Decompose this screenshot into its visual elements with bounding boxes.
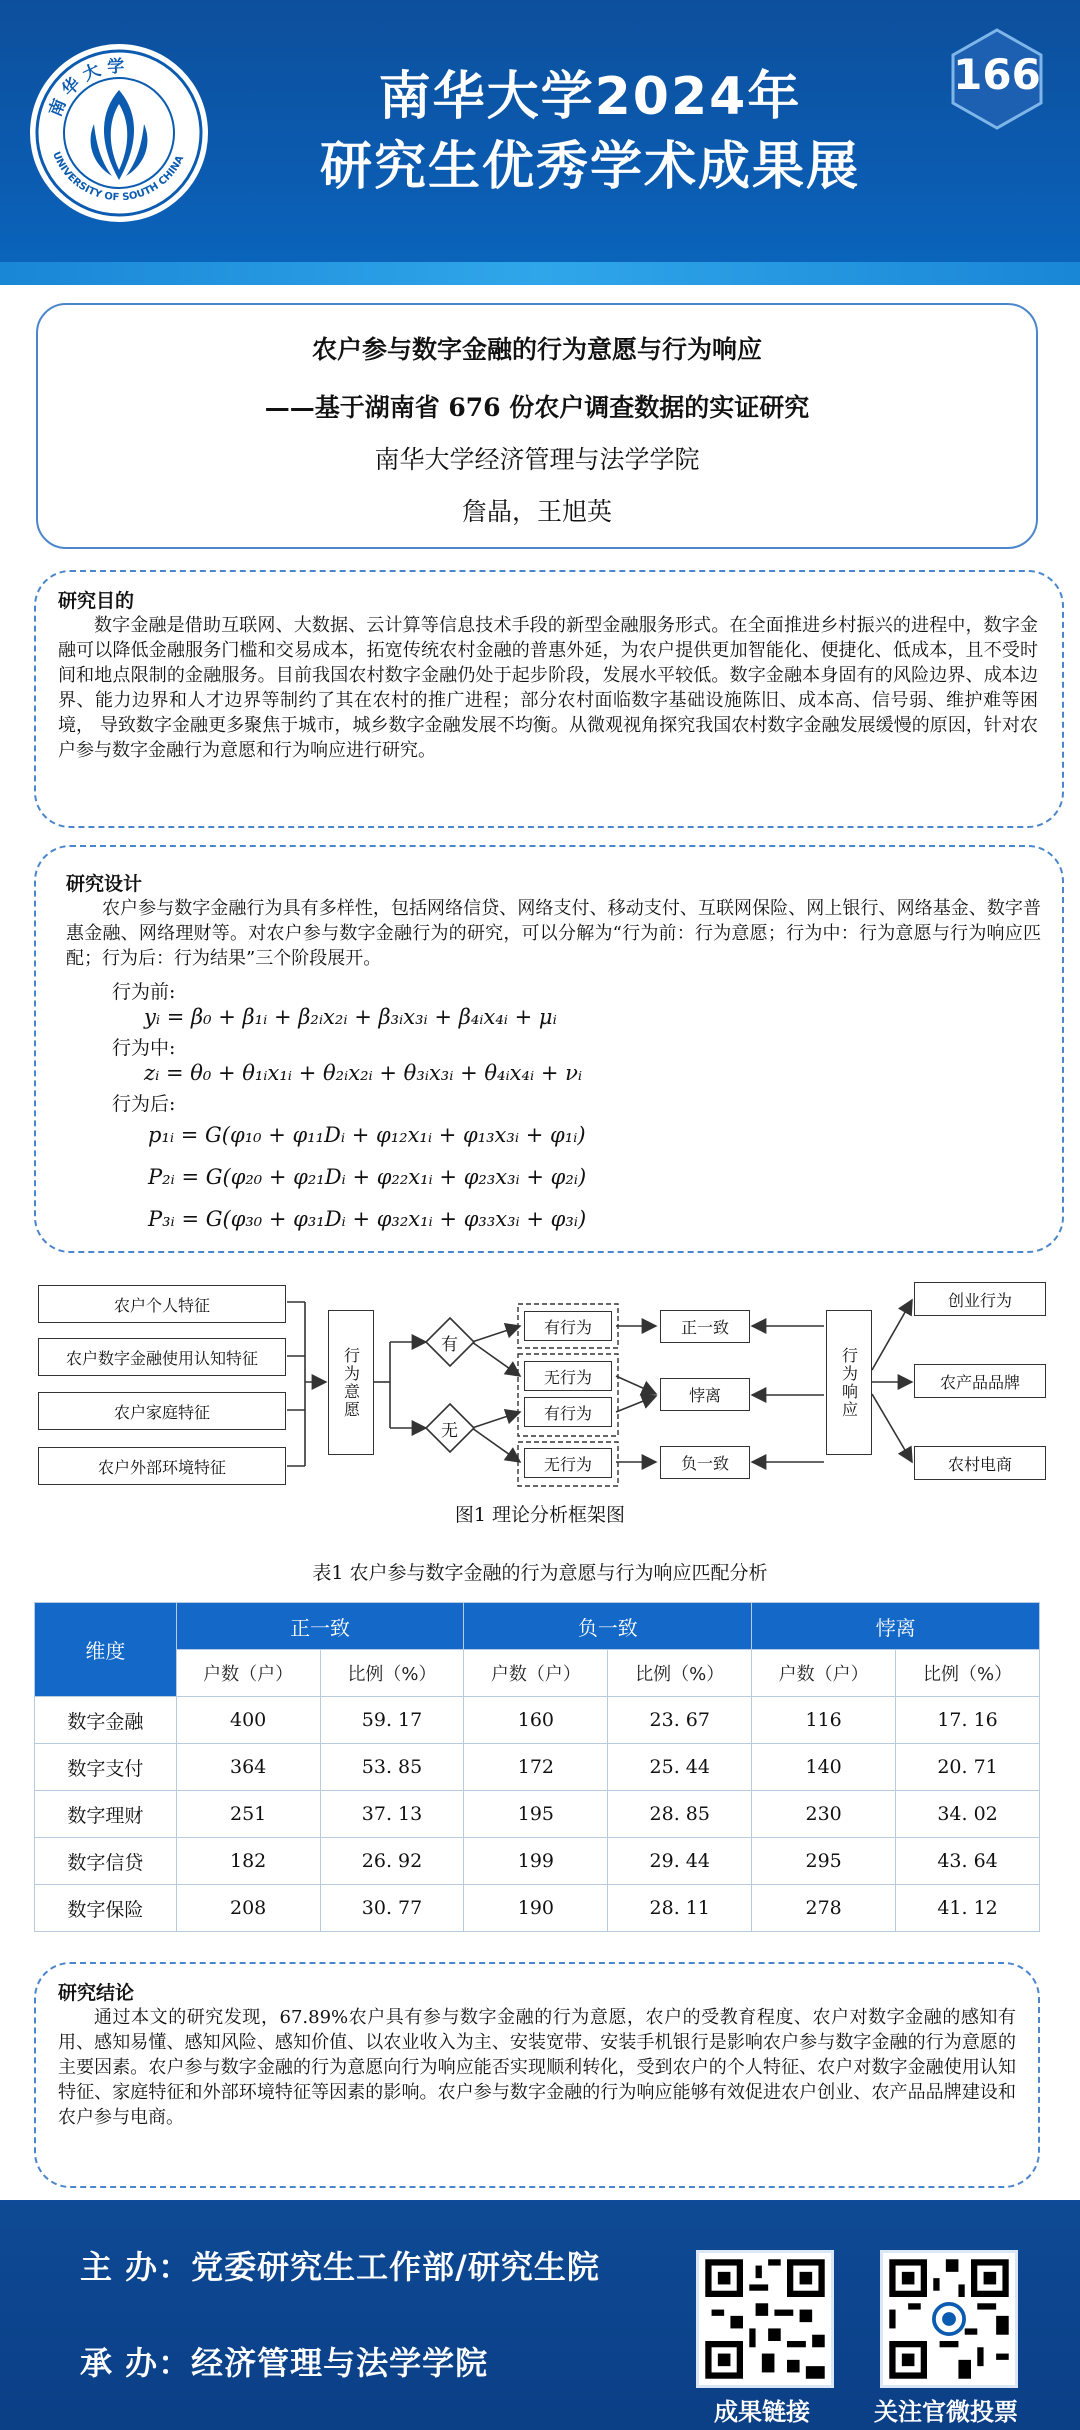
table-row — [35, 1885, 1040, 1932]
row-label: 数字金融 — [35, 1697, 177, 1744]
sub-header: 比例（%） — [320, 1650, 464, 1697]
equation-p1: p₁ᵢ = G(φ₁₀ + φ₁₁Dᵢ + φ₁₂x₁ᵢ + φ₁₃x₃ᵢ + φ₁ᵢ) — [148, 1123, 586, 1147]
institution: 南华大学经济管理与法学学院 — [374, 445, 700, 474]
paper-subtitle: ——基于湖南省 676 份农户调查数据的实证研究 — [264, 393, 810, 422]
qr-code-achievement[interactable] — [696, 2250, 834, 2388]
table-cell: 43. 64 — [896, 1838, 1040, 1885]
table-row — [35, 1697, 1040, 1744]
title-line-1: 南华大学2024年 — [378, 67, 802, 127]
label-during: 行为中: — [112, 1037, 176, 1059]
table-cell: 251 — [176, 1791, 320, 1838]
equation-p3: P₃ᵢ = G(φ₃₀ + φ₃₁Dᵢ + φ₃₂x₁ᵢ + φ₃₃x₃ᵢ + φ₃ᵢ) — [148, 1207, 587, 1231]
deviation: 悖离 — [660, 1378, 750, 1411]
group-positive: 正一致 — [176, 1603, 464, 1650]
factor-cognition: 农户数字金融使用认知特征 — [38, 1338, 286, 1376]
table-cell: 25. 44 — [608, 1744, 752, 1791]
table-cell: 20. 71 — [896, 1744, 1040, 1791]
svg-text:南 华 大 学: 南 华 大 学 — [45, 56, 125, 120]
sub-header: 户数（户） — [752, 1650, 896, 1697]
negative-consistent: 负一致 — [660, 1446, 750, 1479]
row-label: 数字理财 — [35, 1791, 177, 1838]
matching-table — [34, 1602, 1040, 1932]
factor-environment: 农户外部环境特征 — [38, 1447, 286, 1485]
group-negative: 负一致 — [464, 1603, 752, 1650]
table-cell: 30. 77 — [320, 1885, 464, 1932]
table-cell: 195 — [464, 1791, 608, 1838]
factor-family: 农户家庭特征 — [38, 1392, 286, 1430]
conclusion-text: 通过本文的研究发现，67.89%农户具有参与数字金融的行为意愿，农户的受教育程度、农户对数字金融的感知有用、感知易懂、感知风险、感知价值、以农业收入为主、安装宽带、安装手机银行是影响农户参与数字金融的行为意愿的主要因素。农户参与数字金融的行为意愿向行为响应能否实现顺利转化，受到农户的个人特征、农户对数字金融使用认知特征、家庭特征和外部环境特征等因素的影响。农户参与数字金融的行为响应能够有效促进农户创业、农产品品牌建设和农户参与电商。 — [58, 2007, 1016, 2128]
group-deviation: 悖离 — [752, 1603, 1040, 1650]
badge-number: 166 — [953, 50, 1041, 99]
purpose-heading: 研究目的 — [58, 590, 135, 612]
sub-header: 比例（%） — [608, 1650, 752, 1697]
sub-header: 户数（户） — [176, 1650, 320, 1697]
table-cell: 160 — [464, 1697, 608, 1744]
paper-title: 农户参与数字金融的行为意愿与行为响应 — [311, 335, 762, 364]
equation-y: yᵢ = β₀ + β₁ᵢ + β₂ᵢx₂ᵢ + β₃ᵢx₃ᵢ + β₄ᵢx₄ᵢ + μᵢ — [144, 1005, 557, 1029]
label-after: 行为后: — [112, 1093, 176, 1115]
response-box — [826, 1310, 872, 1455]
table-cell: 37. 13 — [320, 1791, 464, 1838]
poster-footer — [0, 2200, 1080, 2430]
qr-code-wechat[interactable] — [880, 2250, 1018, 2388]
table-caption: 表1 农户参与数字金融的行为意愿与行为响应匹配分析 — [312, 1562, 768, 1584]
table-cell: 208 — [176, 1885, 320, 1932]
table-cell: 116 — [752, 1697, 896, 1744]
table-cell: 140 — [752, 1744, 896, 1791]
table-cell: 41. 12 — [896, 1885, 1040, 1932]
table-cell: 172 — [464, 1744, 608, 1791]
table-cell: 190 — [464, 1885, 608, 1932]
conclusion-section — [34, 1962, 1040, 2188]
design-section — [34, 845, 1064, 1253]
design-heading: 研究设计 — [66, 873, 143, 895]
sub-header: 户数（户） — [464, 1650, 608, 1697]
factor-personal: 农户个人特征 — [38, 1285, 286, 1323]
qr-pattern-icon — [699, 2253, 831, 2385]
conclusion-heading: 研究结论 — [58, 1982, 135, 2004]
table-cell: 23. 67 — [608, 1697, 752, 1744]
university-logo — [28, 42, 210, 224]
yes-label: 有 — [441, 1335, 458, 1355]
response-label: 行为响应 — [839, 1346, 859, 1419]
table-cell: 182 — [176, 1838, 320, 1885]
no-behavior-2: 无行为 — [524, 1448, 612, 1478]
table-cell: 364 — [176, 1744, 320, 1791]
label-before: 行为前: — [112, 981, 176, 1003]
table-cell: 295 — [752, 1838, 896, 1885]
table-row — [35, 1791, 1040, 1838]
row-label: 数字支付 — [35, 1744, 177, 1791]
table-cell: 199 — [464, 1838, 608, 1885]
equation-p2: P₂ᵢ = G(φ₂₀ + φ₂₁Dᵢ + φ₂₂x₁ᵢ + φ₂₃x₃ᵢ + φ₂ᵢ) — [148, 1165, 587, 1189]
no-label: 无 — [441, 1421, 458, 1441]
intention-label: 行为意愿 — [341, 1346, 361, 1419]
design-text: 农户参与数字金融行为具有多样性，包括网络信贷、网络支付、移动支付、互联网保险、网上银行、网络基金、数字普惠金融、网络理财等。对农户参与数字金融行为的研究，可以分解为“行为前：行为意愿；行为中：行为意愿与行为响应匹配；行为后：行为结果”三个阶段展开。 — [66, 898, 1041, 969]
sub-header: 比例（%） — [896, 1650, 1040, 1697]
exhibition-title — [240, 62, 940, 202]
qr-pattern-icon — [883, 2253, 1015, 2385]
table-cell: 34. 02 — [896, 1791, 1040, 1838]
table-row — [35, 1838, 1040, 1885]
svg-text:UNIVERSITY OF SOUTH CHINA: UNIVERSITY OF SOUTH CHINA — [50, 150, 187, 204]
has-behavior-2: 有行为 — [524, 1397, 612, 1427]
title-line-2: 研究生优秀学术成果展 — [319, 137, 860, 197]
outcome-entrepreneurship: 创业行为 — [914, 1282, 1046, 1316]
organizer-line: 承 办：经济管理与法学学院 — [80, 2344, 489, 2382]
qr1-caption: 成果链接 — [714, 2398, 810, 2426]
authors: 詹晶，王旭英 — [461, 497, 612, 526]
table-cell: 278 — [752, 1885, 896, 1932]
equation-z: zᵢ = θ₀ + θ₁ᵢx₁ᵢ + θ₂ᵢx₂ᵢ + θ₃ᵢx₃ᵢ + θ₄ᵢx₄ᵢ + νᵢ — [144, 1061, 583, 1085]
table-cell: 17. 16 — [896, 1697, 1040, 1744]
table-cell: 230 — [752, 1791, 896, 1838]
row-label: 数字保险 — [35, 1885, 177, 1932]
table-cell: 400 — [176, 1697, 320, 1744]
host-line: 主 办：党委研究生工作部/研究生院 — [80, 2248, 600, 2286]
table-cell: 29. 44 — [608, 1838, 752, 1885]
outcome-brand: 农产品品牌 — [914, 1364, 1046, 1398]
table-row — [35, 1744, 1040, 1791]
purpose-text: 数字金融是借助互联网、大数据、云计算等信息技术手段的新型金融服务形式。在全面推进乡村振兴的进程中，数字金融可以降低金融服务门槛和交易成本，拓宽传统农村金融的普惠外延，为农户提供更加智能化、便捷化、低成本，且不受时间和地点限制的金融服务。目前我国农村数字金融仍处于起步阶段，发展水平较低。数字金融本身固有的风险边界、成本边界、能力边界和人才边界等制约了其在农村的推广进程；部分农村面临数字基础设施陈旧、成本高、信号弱、维护难等困境， 导致数字金融更多聚焦于城市，城乡数字金融发展不均衡。从微观视角探究我国农村数字金融发展缓慢的原因，针对农户参与数字金融行为意愿和行为响应进行研究。 — [58, 615, 1038, 761]
outcome-ecommerce: 农村电商 — [914, 1446, 1046, 1480]
table-cell: 53. 85 — [320, 1744, 464, 1791]
title-card — [36, 303, 1038, 549]
purpose-section — [34, 570, 1064, 828]
figure-caption: 图1 理论分析框架图 — [454, 1504, 626, 1526]
no-behavior-1: 无行为 — [524, 1361, 612, 1391]
table-cell: 28. 85 — [608, 1791, 752, 1838]
dim-header: 维度 — [35, 1603, 177, 1697]
table-cell: 28. 11 — [608, 1885, 752, 1932]
table-cell: 26. 92 — [320, 1838, 464, 1885]
intention-box — [328, 1310, 374, 1455]
row-label: 数字信贷 — [35, 1838, 177, 1885]
positive-consistent: 正一致 — [660, 1310, 750, 1343]
has-behavior-1: 有行为 — [524, 1311, 612, 1341]
qr2-caption: 关注官微投票 — [874, 2398, 1018, 2426]
header-stripe — [0, 262, 1080, 285]
table-cell: 59. 17 — [320, 1697, 464, 1744]
